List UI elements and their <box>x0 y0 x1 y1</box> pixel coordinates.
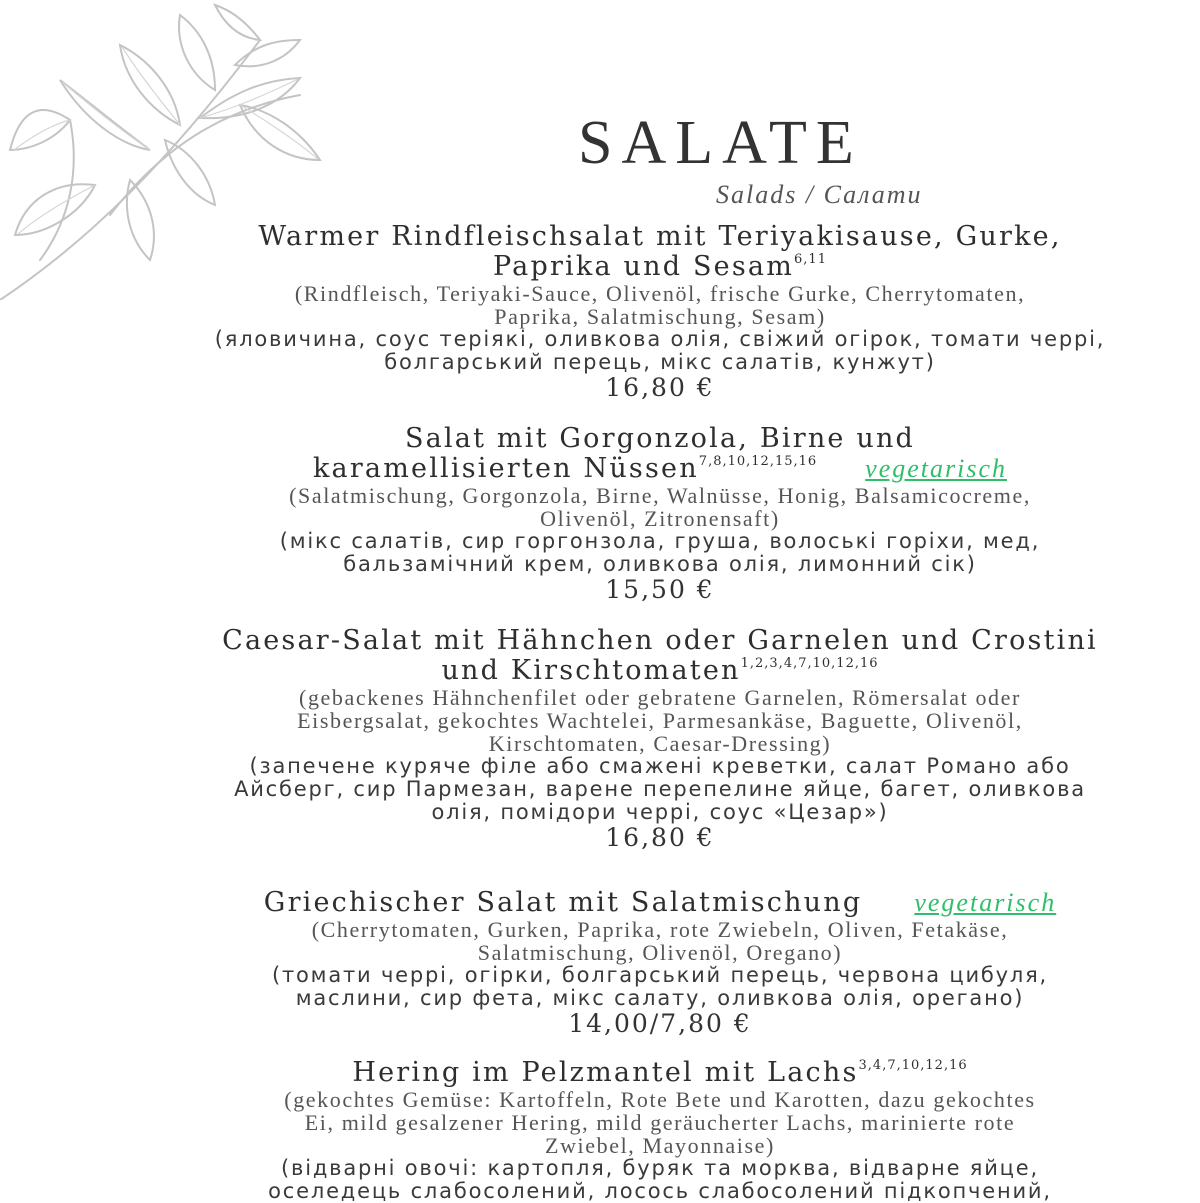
item-description-de: Salatmischung, Olivenöl, Oregano) <box>477 940 843 965</box>
item-name: Warmer Rindfleischsalat mit Teriyakisause, Gurke, <box>258 221 1062 252</box>
item-name: Paprika und Sesam$^{6,11}$ <box>493 251 827 282</box>
item-description-de: Kirschtomaten, Caesar-Dressing) <box>488 731 832 756</box>
item-name: Caesar-Salat mit Hähnchen oder Garnelen und Crostini <box>222 625 1098 656</box>
item-description-de: (gekochtes Gemüse: Kartoffeln, Rote Bete und Karotten, dazu gekochtes <box>284 1087 1036 1112</box>
item-price: 14,00/7,80 € <box>568 1009 752 1038</box>
item-description-uk: оселедець слабосолений, лосось слабосолений підкопчений, <box>268 1179 1052 1203</box>
allergen-codes: 1,2,3,4,7,10,12,16 <box>740 656 879 671</box>
item-description-uk: (відварні овочі: картопля, буряк та морква, відварне яйце, <box>281 1156 1039 1180</box>
item-description-de: Olivenöl, Zitronensaft) <box>540 506 780 531</box>
allergen-codes: 7,8,10,12,15,16 <box>698 454 818 469</box>
item-name: Griechischer Salat mit Salatmischung vegetarisch <box>263 887 1057 918</box>
page-title: SALATE <box>578 109 863 177</box>
allergen-codes: 3,4,7,10,12,16 <box>858 1058 968 1073</box>
item-description-uk: (томати черрі, огірки, болгарський перець, червона цибуля, <box>272 963 1048 987</box>
item-price: 16,80 € <box>605 373 715 402</box>
item-price: 16,80 € <box>605 823 715 852</box>
salad-menu <box>180 222 1140 1203</box>
allergen-codes: 6,11 <box>794 252 827 267</box>
item-description-de: (Salatmischung, Gorgonzola, Birne, Walnüsse, Honig, Balsamicocreme, <box>289 483 1031 508</box>
item-description-de: (Rindfleisch, Teriyaki-Sauce, Olivenöl, frische Gurke, Cherrytomaten, <box>294 281 1026 306</box>
menu-item <box>180 888 1140 1038</box>
item-description-de: (gebackenes Hähnchenfilet oder gebratene Garnelen, Römersalat oder <box>299 685 1021 710</box>
item-description-de: Ei, mild gesalzener Hering, mild geräucherter Lachs, marinierte rote <box>304 1110 1016 1135</box>
item-description-uk: (мікс салатів, сир горгонзола, груша, волоські горіхи, мед, <box>279 529 1041 553</box>
item-description-uk: Айсберг, сир Пармезан, варене перепелине яйце, багет, оливкова <box>234 777 1086 801</box>
item-description-uk: маслини, сир фета, мікс салату, оливкова олія, орегано) <box>295 986 1025 1010</box>
item-name: und Kirschtomaten$^{1,2,3,4,7,10,12,16}$ <box>441 655 879 686</box>
menu-item <box>180 1058 1140 1203</box>
item-description-de: (Cherrytomaten, Gurken, Paprika, rote Zwiebeln, Oliven, Fetakäse, <box>311 917 1009 942</box>
menu-item <box>180 424 1140 604</box>
menu-item <box>180 222 1140 402</box>
item-name: Salat mit Gorgonzola, Birne und <box>404 423 916 454</box>
vegetarian-badge: vegetarisch <box>865 454 1008 483</box>
item-description-de: Eisbergsalat, gekochtes Wachtelei, Parmesankäse, Baguette, Olivenöl, <box>297 708 1023 733</box>
item-name: Hering im Pelzmantel mit Lachs$^{3,4,7,10,12,16}$ <box>352 1057 968 1088</box>
item-price: 15,50 € <box>605 575 715 604</box>
item-description-uk: (запечене куряче філе або смажені креветки, салат Романо або <box>249 754 1071 778</box>
menu-item <box>180 626 1140 852</box>
item-description-uk: (яловичина, соус теріякі, оливкова олія, свіжий огірок, томати черрі, <box>214 327 1106 351</box>
vegetarian-badge: vegetarisch <box>914 888 1057 917</box>
page-subtitle: Salads / Салати <box>716 180 923 209</box>
item-name: karamellisierten Nüssen$^{7,8,10,12,15,16}$ vegetarisch <box>312 453 1008 484</box>
item-description-uk: болгарський перець, мікс салатів, кунжут) <box>384 350 936 374</box>
item-description-de: Paprika, Salatmischung, Sesam) <box>494 304 826 329</box>
item-description-de: Zwiebel, Mayonnaise) <box>545 1133 775 1158</box>
item-description-uk: олія, помідори черрі, соус «Цезар») <box>431 800 889 824</box>
item-description-uk: бальзамічний крем, оливкова олія, лимонний сік) <box>343 552 977 576</box>
